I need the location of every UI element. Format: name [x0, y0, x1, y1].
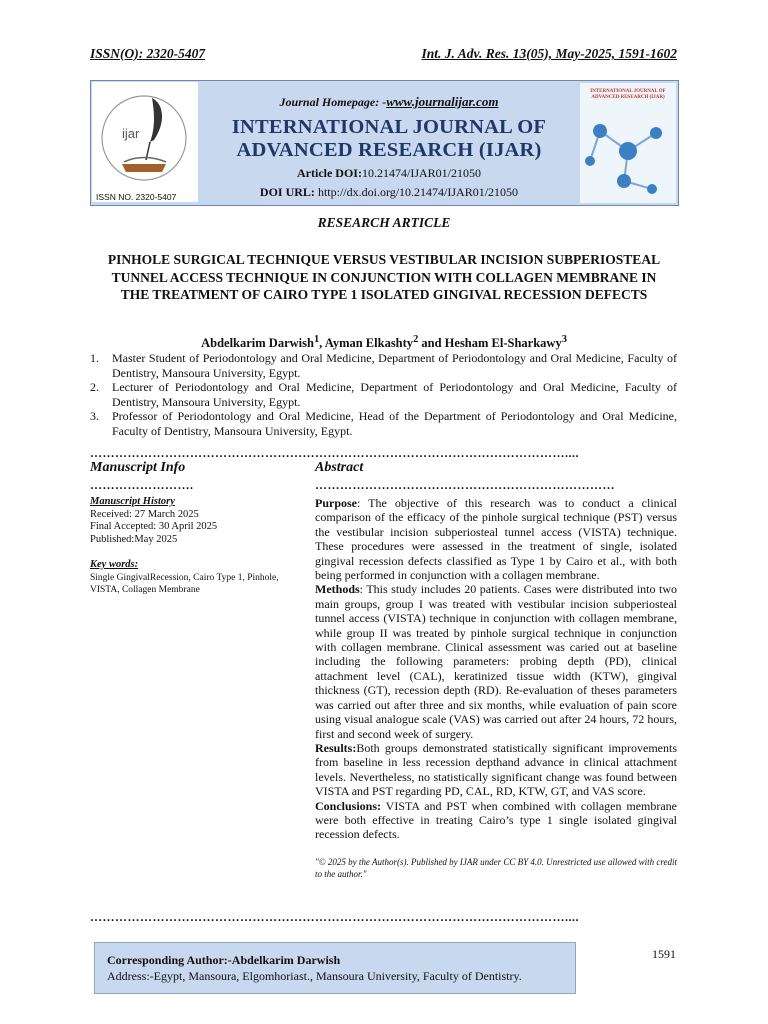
- received-date: Received: 27 March 2025: [90, 508, 199, 520]
- article-title: PINHOLE SURGICAL TECHNIQUE VERSUS VESTIBULAR INCISION SUBPERIOSTEAL TUNNEL ACCESS TECHNIQUE IN CONJUNCTION WITH COLLAGEN MEMBRANE IN THE TREATMENT OF CAIRO TYPE 1 ISOLATED GINGIVAL RECESSION DEFECTS: [107, 252, 661, 302]
- issn-text: ISSN(O): 2320-5407: [90, 46, 206, 61]
- doi-url-label: DOI URL:: [259, 185, 318, 199]
- doi-url-link[interactable]: http://dx.doi.org/10.21474/IJAR01/21050: [317, 185, 519, 199]
- abstract-conclusions: [315, 799, 677, 842]
- homepage-link[interactable]: www.journalijar.com: [386, 94, 499, 109]
- separator-top: ……………………………………………………………………………………………………....: [90, 446, 579, 460]
- author-name: Hesham El-Sharkawy: [444, 336, 562, 351]
- author-separator: and: [418, 336, 445, 351]
- keywords-label: Key words:: [90, 559, 139, 570]
- cover-title: INTERNATIONAL JOURNAL OF ADVANCED RESEARCH (IJAR): [590, 89, 666, 100]
- banner-text: [200, 82, 578, 200]
- journal-logo: [92, 82, 198, 202]
- corresponding-author: Corresponding Author:-Abdelkarim Darwish: [107, 953, 341, 967]
- logo-emblem-icon: [92, 82, 198, 202]
- journal-title-line2: ADVANCED RESEARCH (IJAR): [236, 139, 542, 161]
- manuscript-info-heading: Manuscript Info: [90, 460, 186, 475]
- corresponding-author-box: [94, 942, 576, 994]
- abstract-separator: ………………………………………………………………: [315, 478, 615, 492]
- doi-url: [200, 185, 578, 200]
- doi-value[interactable]: 10.21474/IJAR01/21050: [361, 166, 481, 180]
- affiliation-item: [90, 351, 677, 380]
- abstract-methods: [315, 582, 677, 740]
- manuscript-separator: …………………….: [90, 478, 194, 492]
- abstract-body: [315, 496, 677, 842]
- abstract-results: [315, 741, 677, 799]
- page-number: 1591: [652, 947, 676, 961]
- affiliation-number: 3.: [90, 409, 99, 423]
- abstract-section: [315, 460, 677, 880]
- logo-issn: ISSN NO. 2320-5407: [96, 192, 177, 202]
- journal-cover-image: [580, 83, 676, 203]
- accepted-date: Final Accepted: 30 April 2025: [90, 521, 218, 532]
- author-affil-number: 2: [413, 334, 419, 345]
- molecule-graphic-icon: [580, 111, 676, 201]
- abstract-heading: Abstract: [315, 460, 364, 475]
- journal-title: [200, 116, 578, 162]
- methods-label: Methods: [315, 582, 360, 597]
- affiliation-number: 2.: [90, 380, 99, 394]
- conclusions-label: Conclusions:: [315, 798, 382, 813]
- author-affil-number: 3: [561, 334, 567, 345]
- affiliation-item: [90, 380, 677, 409]
- author-name: Ayman Elkashty: [324, 336, 414, 351]
- license-note: "© 2025 by the Author(s). Published by IJAR under CC BY 4.0. Unrestricted use allowed with credit to the author.": [315, 856, 677, 879]
- journal-title-line1: INTERNATIONAL JOURNAL OF: [231, 116, 547, 138]
- conclusions-text: VISTA and PST when combined with collagen membrane were both effective in treating Cairo’s type 1 single isolated gingival recession defects.: [315, 798, 677, 842]
- article-doi: [200, 166, 578, 181]
- keywords-text: Single GingivalRecession, Cairo Type 1, Pinhole, VISTA, Collagen Membrane: [90, 572, 279, 595]
- doi-label: Article DOI:: [297, 166, 362, 180]
- separator-bottom: ……………………………………………………………………………………………………....: [90, 910, 579, 924]
- manuscript-info: [90, 460, 295, 596]
- purpose-text: : The objective of this research was to conduct a clinical comparison of the efficacy of the pinhole surgical technique (PST) versus the vestibular incision subperiosteal tunnel access (VISTA) technique. These procedures were assessed in the treatment of single, isolated gingival recession defects classified as Type 1 by Cairo et al., with both being performed in conjunction with a collagen membrane.: [315, 496, 677, 583]
- author-list: [0, 334, 768, 351]
- methods-text: : This study includes 20 patients. Cases were distributed into two main groups, group I was treated with vestibular incision subperiosteal tunnel access (VISTA) technique in conjunction with collagen membrane, while group II was treated by pinhole surgical technique in conjunction with collagen membrane. Clinical assessment was caried out at baseline including the following parameters: probing depth (PD), clinical attachment level (CAL), keratinized tissue width (KTW), gingival thickness (GT), recession depth (RD). Re-evaluation of theses parameters was carried out after three and six months, while evaluation of pain score using visual analogue scale (VAS) was carried out after 24 hours, 72 hours, first and second week of surgery.: [315, 582, 677, 741]
- logo-text: ijar: [122, 126, 140, 141]
- results-text: Both groups demonstrated statistically significant improvements from baseline in less recession depthand advance in clinical attachment levels. Nevertheless, no statistically significant change was found between VISTA and PST regarding PD, CAL, RD, KTW, GT, and VAS score.: [315, 740, 677, 799]
- history-label: Manuscript History: [90, 496, 175, 507]
- affiliation-item: [90, 409, 677, 438]
- homepage-label: Journal Homepage: -: [279, 95, 387, 109]
- affiliation-text: Professor of Periodontology and Oral Medicine, Head of the Department of Periodontology and Oral Medicine, Faculty of Dentistry, Mansoura University, Egypt.: [112, 409, 677, 438]
- author-name: Abdelkarim Darwish: [201, 336, 314, 351]
- purpose-label: Purpose: [315, 496, 357, 510]
- author-address: Address:-Egypt, Mansoura, Elgomhoriast., Mansoura University, Faculty of Dentistry.: [107, 969, 522, 983]
- results-label: Results:: [315, 740, 357, 755]
- journal-homepage: [200, 94, 578, 110]
- running-header: [90, 46, 677, 62]
- affiliation-list: [90, 351, 677, 438]
- abstract-purpose: [315, 496, 677, 582]
- author-affil-number: 1: [313, 334, 320, 345]
- citation-text: Int. J. Adv. Res. 13(05), May-2025, 1591-1602: [421, 46, 677, 61]
- published-date: Published:May 2025: [90, 533, 178, 545]
- author-separator: ,: [319, 336, 325, 351]
- article-type: RESEARCH ARTICLE: [317, 215, 451, 230]
- affiliation-number: 1.: [90, 351, 99, 365]
- affiliation-text: Master Student of Periodontology and Oral Medicine, Department of Periodontology and Oral Medicine, Faculty of Dentistry, Mansoura University, Egypt.: [112, 351, 677, 380]
- affiliation-text: Lecturer of Periodontology and Oral Medicine, Department of Periodontology and Oral Medicine, Faculty of Dentistry, Mansoura University, Egypt.: [112, 380, 677, 409]
